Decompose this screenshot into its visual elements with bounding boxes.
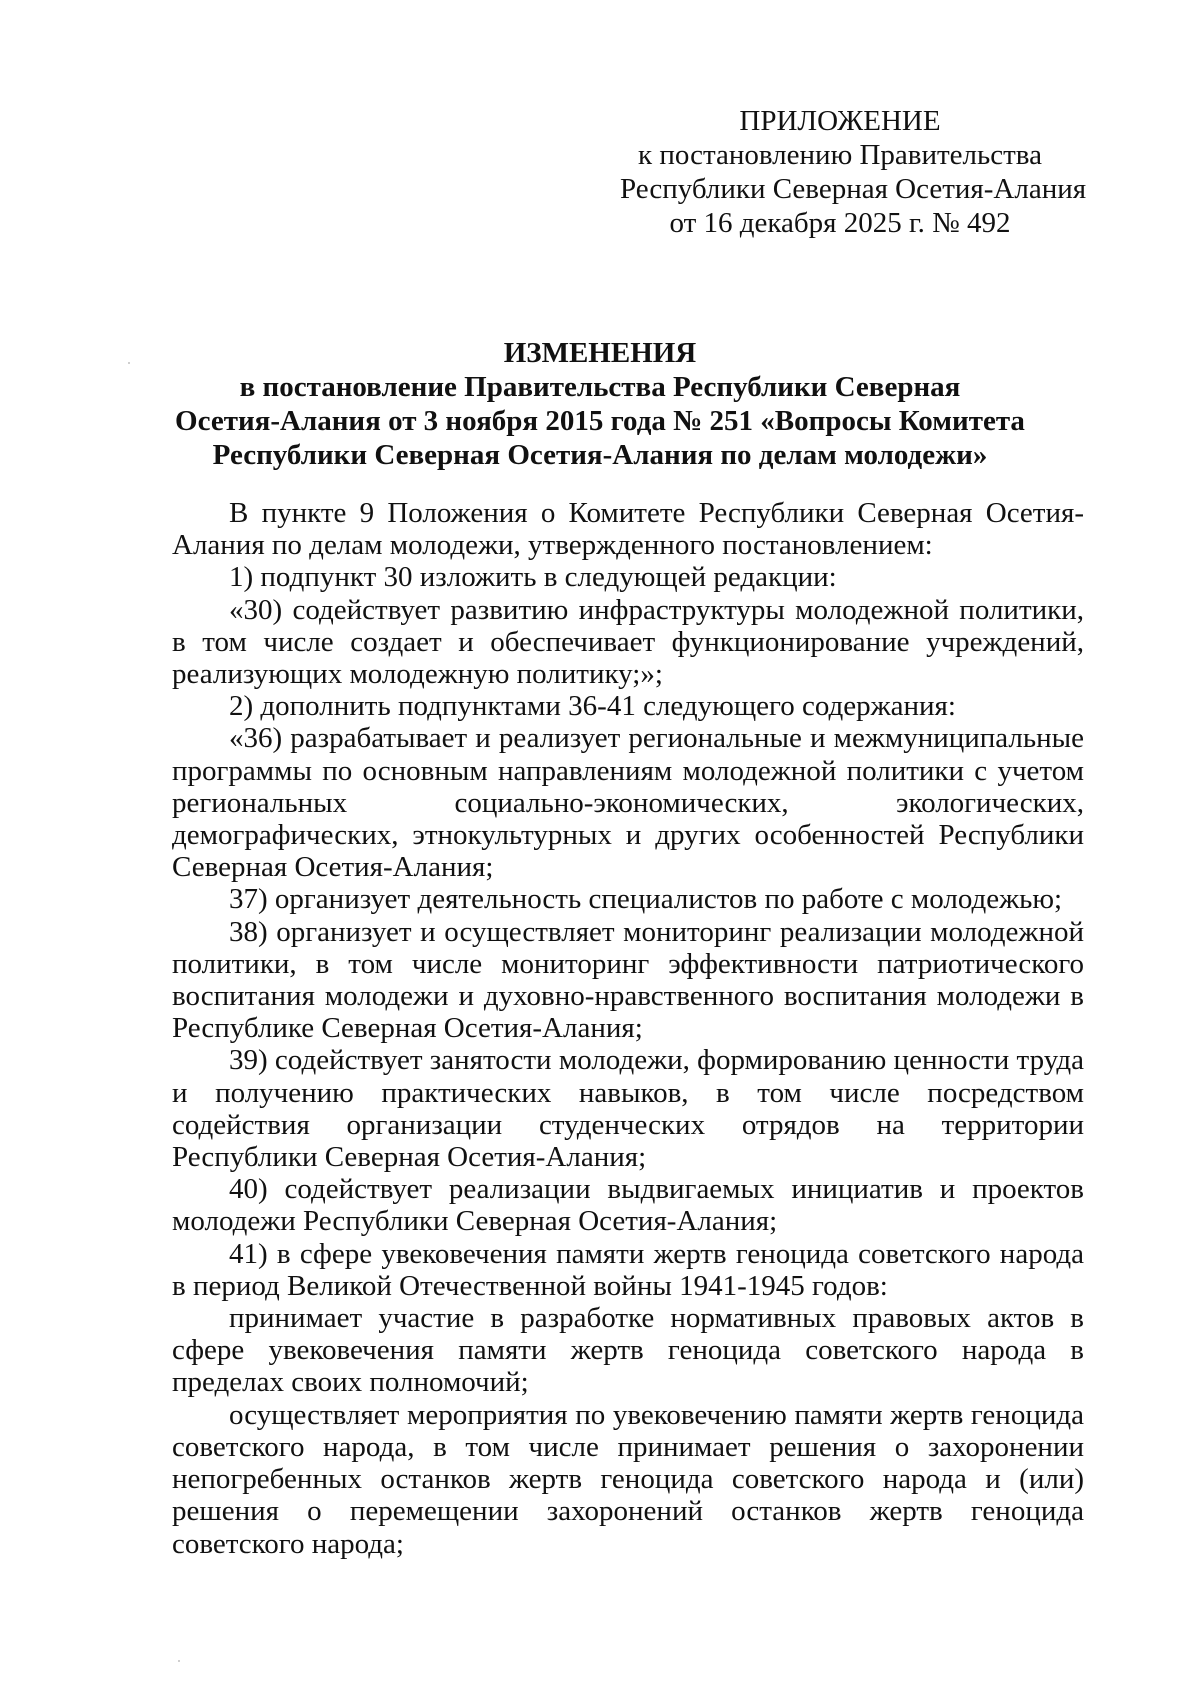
appendix-line: от 16 декабря 2025 г. № 492 bbox=[669, 207, 1011, 239]
body-paragraph: 41) в сфере увековечения памяти жертв геноцида советского народа в период Великой Отечественной войны 1941-1945 годов: bbox=[172, 1237, 1084, 1302]
title-heading: ИЗМЕНЕНИЯ bbox=[503, 337, 697, 369]
document-title bbox=[150, 336, 1050, 472]
appendix-heading: ПРИЛОЖЕНИЕ bbox=[739, 105, 941, 137]
body-paragraph: 38) организует и осуществляет мониторинг реализации молодежной политики, в том числе мониторинг эффективности патриотического воспитания молодежи и духовно-нравственного воспитания молодежи в Республике Северная Осетия-Алания; bbox=[172, 915, 1084, 1045]
body-paragraph: 40) содействует реализации выдвигаемых инициатив и проектов молодежи Республики Северная Осетия-Алания; bbox=[172, 1173, 1084, 1238]
appendix-line: Республики Северная Осетия-Алания bbox=[620, 173, 1087, 205]
scan-speck bbox=[178, 1660, 180, 1662]
body-paragraph: принимает участие в разработке нормативных правовых актов в сфере увековечения памяти жертв геноцида советского народа в пределах своих полномочий; bbox=[172, 1302, 1084, 1399]
document-body bbox=[172, 497, 1084, 1560]
body-paragraph: «36) разрабатывает и реализует региональные и межмуниципальные программы по основным направлениям молодежной политики с учетом региональных социально-экономических, экологических, демографических, этнокультурных и других особенностей Республики Северная Осетия-Алания; bbox=[172, 722, 1084, 884]
body-paragraph: осуществляет мероприятия по увековечению памяти жертв геноцида советского народа, в том числе принимает решения о захоронении непогребенных останков жертв геноцида советского народа и (или) решения о перемещении захоронений останков жертв геноцида советского народа; bbox=[172, 1398, 1084, 1560]
appendix-line: к постановлению Правительства bbox=[638, 139, 1042, 171]
body-paragraph: 39) содействует занятости молодежи, формированию ценности труда и получению практических навыков, в том числе посредством содействия организации студенческих отрядов на территории Республики Северная Осетия-Алания; bbox=[172, 1044, 1084, 1174]
body-paragraph: 2) дополнить подпунктами 36-41 следующего содержания: bbox=[229, 690, 956, 723]
appendix-block bbox=[620, 104, 1087, 240]
body-paragraph: 37) организует деятельность специалистов по работе с молодежью; bbox=[229, 883, 1063, 916]
title-line: Осетия-Алания от 3 ноября 2015 года № 251 «Вопросы Комитета bbox=[175, 405, 1025, 437]
body-paragraph: В пункте 9 Положения о Комитете Республики Северная Осетия-Алания по делам молодежи, утвержденного постановлением: bbox=[172, 497, 1084, 562]
body-paragraph: «30) содействует развитию инфраструктуры молодежной политики, в том числе создает и обеспечивает функционирование учреждений, реализующих молодежную политику;»; bbox=[172, 593, 1084, 691]
scan-speck bbox=[128, 362, 130, 364]
body-paragraph: 1) подпункт 30 изложить в следующей редакции: bbox=[229, 561, 837, 594]
title-line: Республики Северная Осетия-Алания по делам молодежи» bbox=[212, 439, 988, 471]
title-line: в постановление Правительства Республики Северная bbox=[239, 371, 961, 403]
